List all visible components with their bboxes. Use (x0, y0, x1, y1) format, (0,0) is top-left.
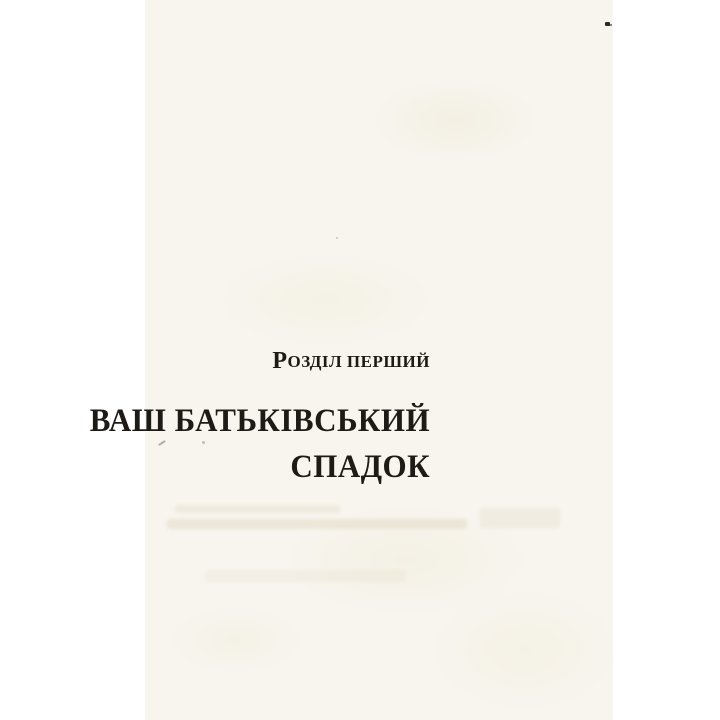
paper-fleck (202, 441, 205, 444)
showthrough-text-line (205, 570, 405, 582)
chapter-title (90, 398, 430, 490)
book-page (89, 0, 613, 720)
chapter-number-label (272, 349, 430, 373)
ink-speck (605, 22, 610, 26)
paper-fleck (336, 237, 338, 239)
chapter-label-rest: ОЗДІЛ ПЕРШИЙ (287, 352, 430, 371)
chapter-title-line2: СПАДОК (290, 449, 430, 485)
showthrough-text-line (175, 505, 340, 513)
showthrough-text-line (480, 508, 560, 528)
chapter-heading-block (89, 0, 613, 720)
showthrough-text-line (167, 519, 467, 529)
chapter-label-initial: Р (272, 348, 288, 374)
chapter-title-line1: ВАШ БАТЬКІВСЬКИЙ (89, 403, 430, 439)
